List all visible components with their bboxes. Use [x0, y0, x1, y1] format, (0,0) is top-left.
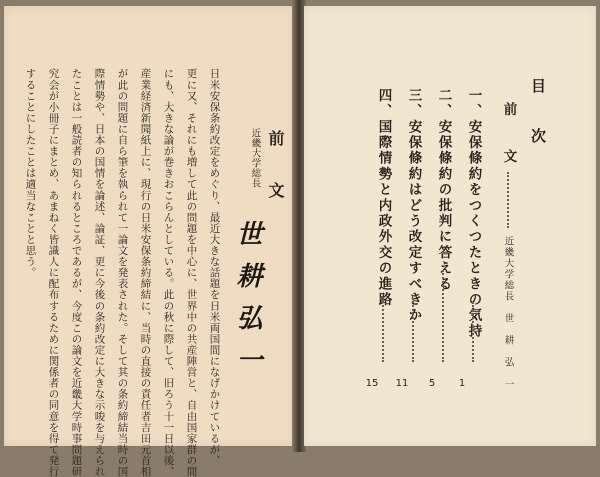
- toc-entry-1-label: 一、安保條約をつくつたときの気持: [465, 88, 482, 340]
- preface-line-6: 際情勢や、日本の国情を論述、論証、更に今後の条約改定に大きな示唆を与えられ: [93, 68, 106, 477]
- preface-line-2: 更に又、それにも増して此の問題を中心に、世界中の共産陣営と、自由国家群の間: [185, 68, 198, 477]
- toc-entry-2-page: 5: [428, 378, 436, 389]
- toc-entry-4-label: 四、国際情勢と内政外交の進路: [375, 88, 392, 308]
- toc-entry-1-page: 1: [458, 378, 466, 389]
- toc-entry-3-page: 11: [395, 378, 409, 389]
- toc-entry-preface-label: 前 文: [500, 102, 517, 165]
- toc-entry-preface-author: 近畿大学総長 世 耕 弘 一: [502, 236, 514, 390]
- preface-line-7: たことは一般読者の知られるところであるが、今度この論文を近畿大学時事問題研: [70, 68, 83, 477]
- toc-leader-dots: [507, 172, 509, 228]
- toc-leader-dots: [472, 302, 474, 362]
- preface-line-4: 産業経済新聞紙上に、現行の日米安保条約締結に、当時の直接の責任者吉田元首相: [139, 68, 152, 477]
- toc-leader-dots: [412, 298, 414, 362]
- preface-line-9: することにしたことは適当なことと思う。: [24, 68, 37, 278]
- toc-leader-dots: [382, 298, 384, 362]
- toc-entry-3-label: 三、安保條約はどう改定すべきか: [405, 88, 422, 324]
- preface-page: [4, 6, 294, 477]
- toc-entry-2-label: 二、安保條約の批判に答える: [435, 88, 452, 293]
- toc-entry-4-page: 15: [365, 378, 379, 389]
- preface-line-3: にも、大きな論が巻きおこらんとしている。此の秋に際して、旧ろう十一日以後、: [162, 68, 175, 477]
- author-title: 近畿大学総長: [249, 128, 261, 188]
- preface-line-5: が此の問題に自ら筆を執られて一論文を発表された。そして其の条約締結当時の国: [116, 68, 129, 477]
- preface-heading: 前 文: [266, 130, 285, 208]
- preface-line-8: 究会が小冊子にまとめ、あまねく皆識人に配布するために関係者の同意を得て発行: [47, 68, 60, 477]
- contents-page: [304, 6, 596, 446]
- toc-leader-dots: [442, 270, 444, 362]
- preface-line-1: 日米安保条約改定をめぐり、最近大きな話題を日米両国間になげかけているが、: [208, 68, 221, 466]
- author-signature: 世耕弘一: [232, 220, 262, 388]
- toc-title: 目 次: [529, 78, 547, 153]
